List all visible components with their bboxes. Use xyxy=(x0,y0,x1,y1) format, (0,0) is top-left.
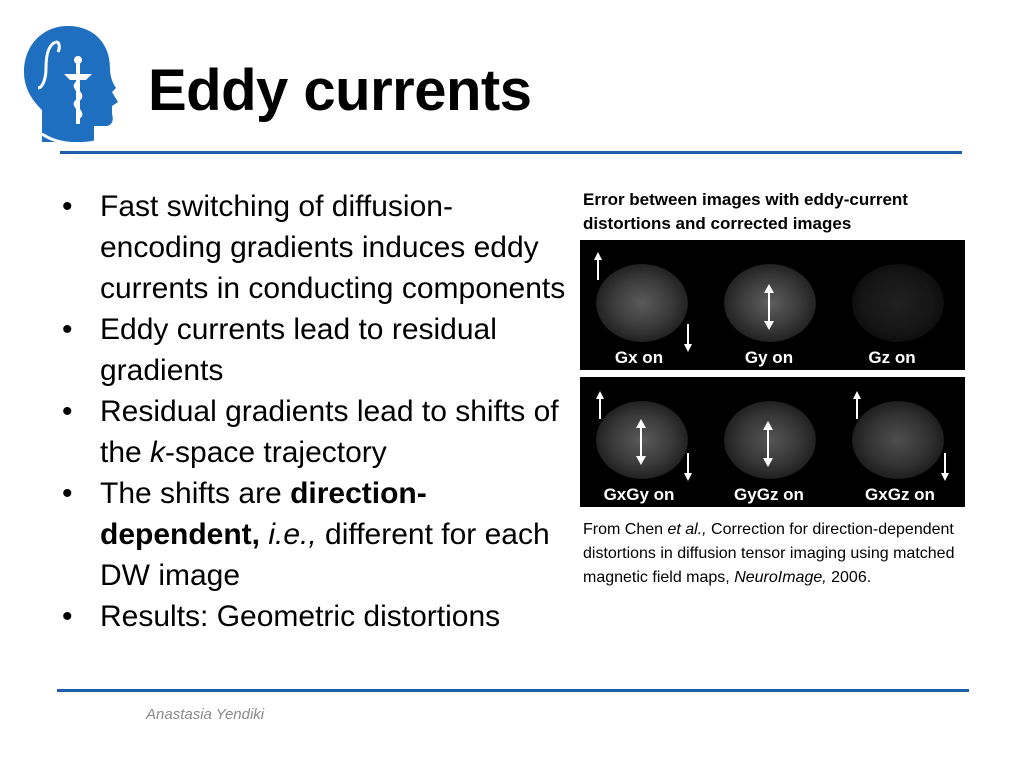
footer-divider xyxy=(57,689,969,692)
up-arrow-icon xyxy=(593,252,603,282)
author-footer: Anastasia Yendiki xyxy=(146,706,265,723)
title-divider xyxy=(60,151,962,154)
bullet-item: • Residual gradients lead to shifts of the k-space trajectory xyxy=(60,391,570,473)
bullet-list xyxy=(60,186,570,637)
double-arrow-icon xyxy=(762,421,774,467)
panel-label: Gz on xyxy=(868,348,916,367)
panel-label: Gy on xyxy=(744,348,794,367)
panel-label: GyGz on xyxy=(734,485,804,504)
bullet-item: • Eddy currents lead to residual gradients xyxy=(60,309,570,391)
figure-caption: Error between images with eddy-current distortions and corrected images xyxy=(583,190,908,233)
bullet-item: • Results: Geometric distortions xyxy=(60,596,570,637)
up-arrow-icon xyxy=(595,391,605,419)
mri-scan-image xyxy=(596,264,688,342)
down-arrow-icon xyxy=(940,453,950,481)
up-arrow-icon xyxy=(852,391,862,419)
panel-label: Gx on xyxy=(614,348,664,367)
down-arrow-icon xyxy=(683,453,693,481)
bullet-item: • The shifts are direction-dependent, i.e., different for each DW image xyxy=(60,473,570,596)
double-arrow-icon xyxy=(763,284,775,330)
page-title: Eddy currents xyxy=(148,58,532,123)
panel-label: GxGz on xyxy=(865,485,935,504)
figure-panel-row2 xyxy=(580,377,965,507)
double-arrow-icon xyxy=(635,419,647,465)
bullet-item: • Fast switching of diffusion-encoding gradients induces eddy currents in conducting components xyxy=(60,186,570,309)
panel-label: GxGy on xyxy=(603,485,675,504)
figure-panel-row1 xyxy=(580,240,965,370)
citation: From Chen et al., Correction for direction-dependent distortions in diffusion tensor imaging using matched magnetic field maps, NeuroImage, 2006. xyxy=(583,521,955,586)
mri-scan-image xyxy=(852,401,944,479)
head-logo-icon xyxy=(20,22,124,146)
mri-scan-image xyxy=(852,264,944,342)
